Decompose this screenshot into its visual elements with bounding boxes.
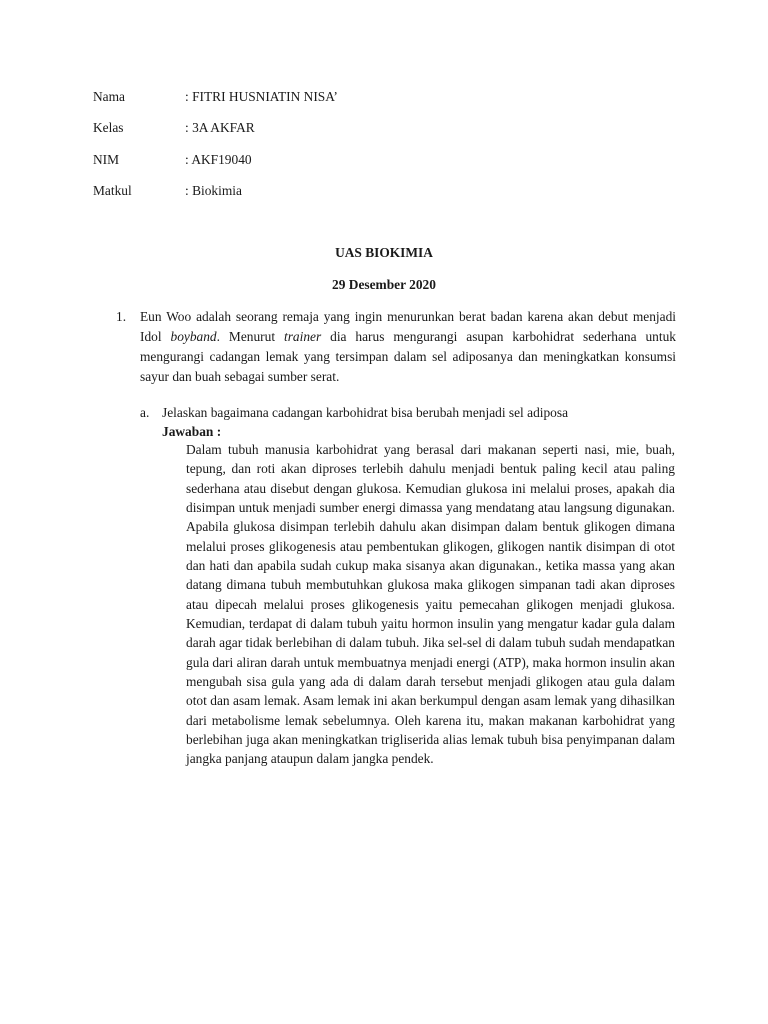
identity-label: NIM	[93, 152, 120, 167]
question-text	[140, 307, 676, 387]
question-emphasis: boyband	[170, 329, 217, 344]
document-title: UAS BIOKIMIA	[335, 245, 433, 260]
question-emphasis: trainer	[283, 329, 322, 344]
identity-value: : Biokimia	[185, 183, 242, 198]
identity-value: : FITRI HUSNIATIN NISA’	[185, 89, 338, 104]
identity-label: Nama	[93, 89, 125, 104]
subquestion-text: Jelaskan bagaimana cadangan karbohidrat bisa berubah menjadi sel adiposa	[162, 405, 569, 420]
identity-label: Kelas	[93, 120, 124, 135]
question-number: 1.	[116, 309, 127, 324]
question-text-part: . Menurut	[216, 329, 284, 344]
question-text-part: Eun Woo adalah seorang remaja yang ingin menurunkan berat badan karena akan debut menjadi Idol	[140, 309, 676, 344]
identity-value: : 3A AKFAR	[185, 120, 255, 135]
identity-value: : AKF19040	[185, 152, 252, 167]
subquestion-letter: a.	[140, 405, 150, 420]
identity-label: Matkul	[93, 183, 132, 198]
answer-paragraph: Dalam tubuh manusia karbohidrat yang berasal dari makanan seperti nasi, mie, buah, tepung, dan roti akan diproses terlebih dahulu menjadi bentuk paling kecil atau paling sederhana atau disebut dengan glukosa. Kemudian glukosa ini melalui proses, apakah dia disimpan untuk menjadi sumber energi dimassa yang mendatang atau langsung digunakan. Apabila glukosa disimpan terlebih dahulu akan disimpan dalam bentuk glikogen dimana melalui proses glikogenesis atau pembentukan glikogen, glikogen nantik disimpan di otot dan hati dan apabila sudah cukup maka sisanya akan digunakan., ketika massa yang akan datang dimana tubuh membutuhkan glukosa maka glikogen simpanan tadi akan diproses atau dipecah melalui proses glikogenesis yaitu pemecahan glikogen menjadi glukosa. Kemudian, terdapat di dalam tubuh yaitu hormon insulin yang mengatur kadar gula dalam darah agar tidak berlebihan di dalam tubuh. Jika sel-sel di dalam tubuh sudah mendapatkan gula dari aliran darah untuk membuatnya menjadi energi (ATP), maka hormon insulin akan mengubah sisa gula yang ada di dalam darah tersebut menjadi glikogen atau gula dalam otot dan asam lemak. Asam lemak ini akan berkumpul dengan asam lemak yang dihasilkan dari metabolisme lemak sebelumnya. Oleh karena itu, makan makanan karbohidrat yang berlebihan juga akan meningkatkan trigliserida alias lemak tubuh bisa penyimpanan dalam jangka panjang ataupun dalam jangka pendek.	[186, 442, 675, 767]
answer-label: Jawaban :	[162, 424, 222, 439]
question-text-part: dia harus mengurangi asupan karbohidrat sederhana untuk mengurangi cadangan lemak yang tersimpan dalam sel adiposanya dan meningkatkan konsumsi sayur dan buah sebagai sumber serat.	[140, 329, 676, 384]
document-date: 29 Desember 2020	[332, 277, 436, 292]
